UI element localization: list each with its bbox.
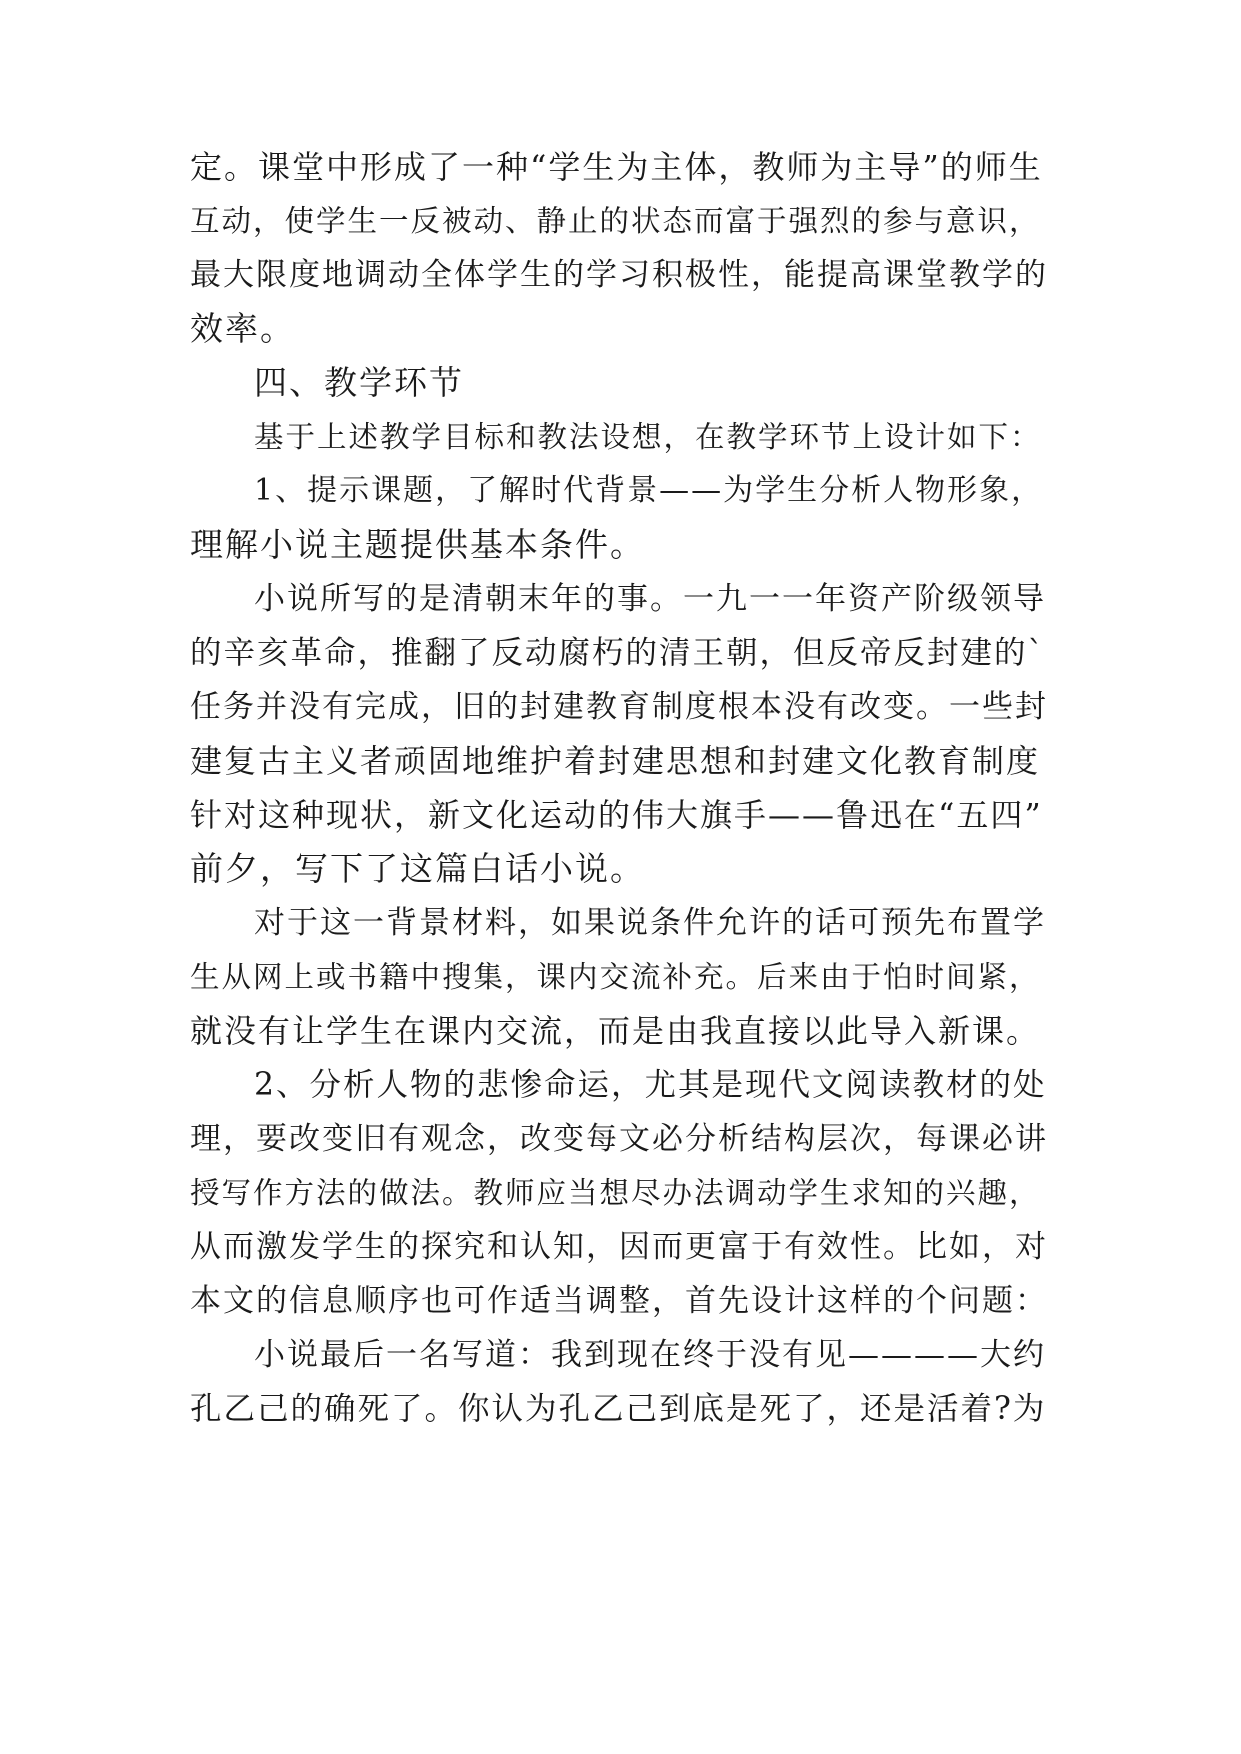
text-line: 理解小说主题提供基本条件。	[190, 525, 645, 564]
text-line: 对于这一背景材料，如果说条件允许的话可预先布置学	[254, 905, 1046, 941]
text-line: 理，要改变旧有观念，改变每文必分析结构层次，每课必讲	[190, 1121, 1048, 1157]
text-line: 授写作方法的做法。教师应当想尽办法调动学生求知的兴趣，	[190, 1176, 1041, 1210]
text-line: 任务并没有完成，旧的封建教育制度根本没有改变。一些封	[190, 689, 1048, 725]
text-line: 生从网上或书籍中搜集，课内交流补充。后来由于怕时间紧，	[190, 960, 1041, 994]
text-line: 1、提示课题，了解时代背景——为学生分析人物形象，	[254, 473, 1044, 508]
text-line: 2、分析人物的悲惨命运，尤其是现代文阅读教材的处	[254, 1067, 1047, 1103]
text-line: 小说所写的是清朝末年的事。一九一一年资产阶级领导	[254, 581, 1046, 617]
text-line: 就没有让学生在课内交流，而是由我直接以此导入新课。	[190, 1012, 1041, 1050]
text-line: 建复古主义者顽固地维护着封建思想和封建文化教育制度	[190, 742, 1041, 780]
text-line: 前夕，写下了这篇白话小说。	[190, 849, 645, 888]
text-line: 本文的信息顺序也可作适当调整，首先设计这样的个问题：	[190, 1283, 1048, 1319]
text-line: 基于上述教学目标和教法设想，在教学环节上设计如下：	[254, 420, 1042, 454]
text-line: 小说最后一名写道：我到现在终于没有见————大约	[254, 1337, 1046, 1373]
text-line: 从而激发学生的探究和认知，因而更富于有效性。比如，对	[190, 1229, 1048, 1265]
text-line: 定。课堂中形成了一种“学生为主体，教师为主导”的师生	[190, 148, 1043, 186]
text-line: 效率。	[190, 309, 295, 348]
text-line: 的辛亥革命，推翻了反动腐朽的清王朝，但反帝反封建的`	[190, 635, 1046, 671]
section-heading: 四、教学环节	[254, 363, 464, 402]
text-line: 孔乙己的确死了。你认为孔乙己到底是死了，还是活着?为	[190, 1391, 1047, 1427]
text-line: 最大限度地调动全体学生的学习积极性，能提高课堂教学的	[190, 257, 1048, 293]
text-line: 互动，使学生一反被动、静止的状态而富于强烈的参与意识，	[190, 204, 1041, 238]
text-line: 针对这种现状，新文化运动的伟大旗手——鲁迅在“五四”	[190, 796, 1043, 834]
